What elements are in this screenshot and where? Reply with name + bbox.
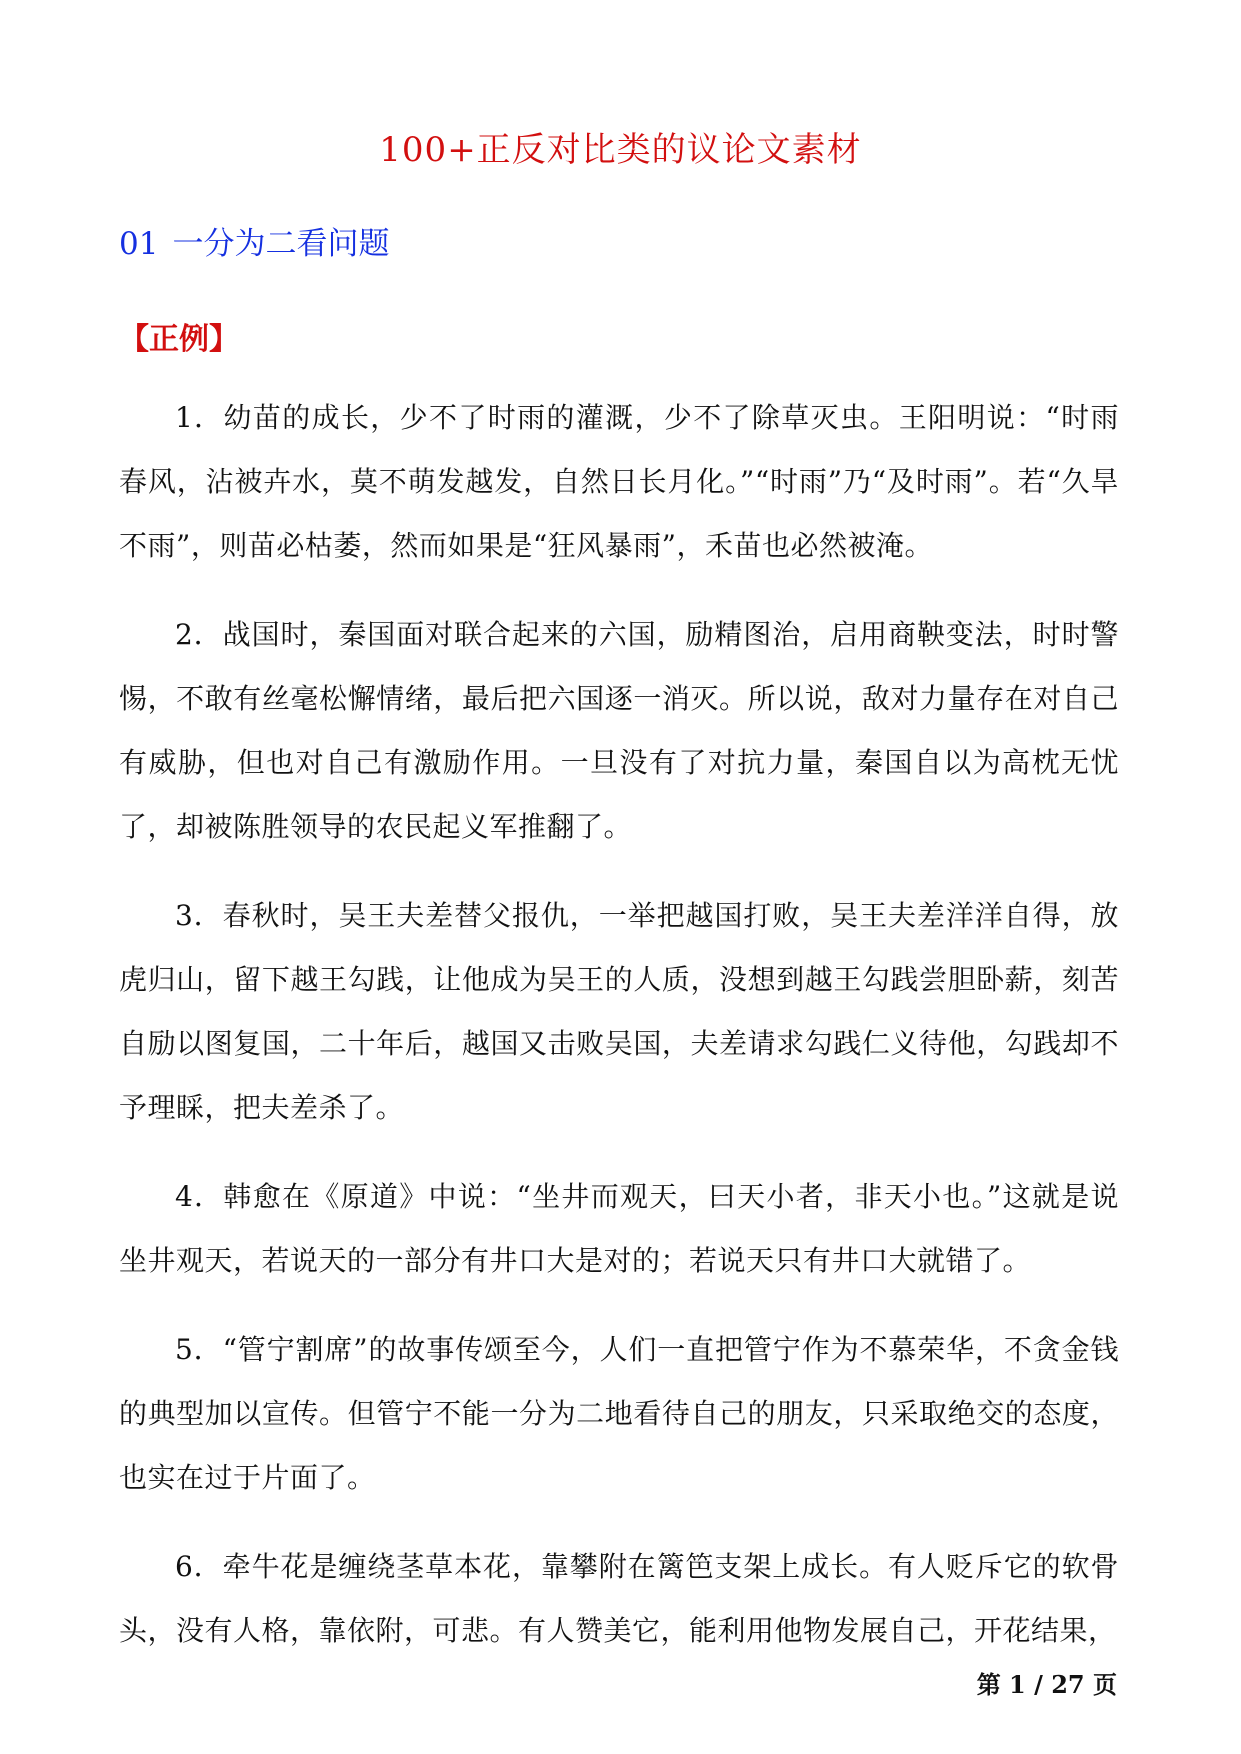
body-text bbox=[119, 386, 1119, 1688]
paragraph-5: 5．“管宁割席”的故事传颂至今，人们一直把管宁作为不慕荣华，不贪金钱的典型加以宣传。但管宁不能一分为二地看待自己的朋友，只采取绝交的态度，也实在过于片面了。 bbox=[119, 1333, 1119, 1494]
section-heading bbox=[119, 222, 389, 266]
document-title: 100+正反对比类的议论文素材 bbox=[379, 130, 862, 170]
section-heading-text: 一分为二看问题 bbox=[172, 226, 390, 262]
paragraph-6: 6．牵牛花是缠绕茎草本花，靠攀附在篱笆支架上成长。有人贬斥它的软骨头，没有人格，靠依附，可悲。有人赞美它，能利用他物发展自己，开花结果， bbox=[119, 1550, 1119, 1647]
paragraph-2: 2．战国时，秦国面对联合起来的六国，励精图治，启用商鞅变法，时时警惕，不敢有丝毫松懈情绪，最后把六国逐一消灭。所以说，敌对力量存在对自己有威胁，但也对自己有激励作用。一旦没有了对抗力量，秦国自以为高枕无忧了，却被陈胜领导的农民起义军推翻了。 bbox=[119, 618, 1119, 843]
section-number: 01 bbox=[119, 226, 159, 262]
subheading-positive-examples: 【正例】 bbox=[119, 322, 239, 357]
paragraph-1: 1．幼苗的成长，少不了时雨的灌溉，少不了除草灭虫。王阳明说：“时雨春风，沾被卉水，莫不萌发越发，自然日长月化。”“时雨”乃“及时雨”。若“久旱不雨”，则苗必枯萎，然而如果是“狂风暴雨”，禾苗也必然被淹。 bbox=[119, 401, 1119, 562]
paragraph-4: 4．韩愈在《原道》中说：“坐井而观天，曰天小者，非天小也。”这就是说坐井观天，若说天的一部分有井口大是对的；若说天只有井口大就错了。 bbox=[119, 1180, 1119, 1277]
page-number: 第 1 / 27 页 bbox=[976, 1670, 1117, 1699]
paragraph-3: 3．春秋时，吴王夫差替父报仇，一举把越国打败，吴王夫差洋洋自得，放虎归山，留下越王勾践，让他成为吴王的人质，没想到越王勾践尝胆卧薪，刻苦自励以图复国，二十年后，越国又击败吴国，夫差请求勾践仁义待他，勾践却不予理睬，把夫差杀了。 bbox=[119, 899, 1119, 1124]
